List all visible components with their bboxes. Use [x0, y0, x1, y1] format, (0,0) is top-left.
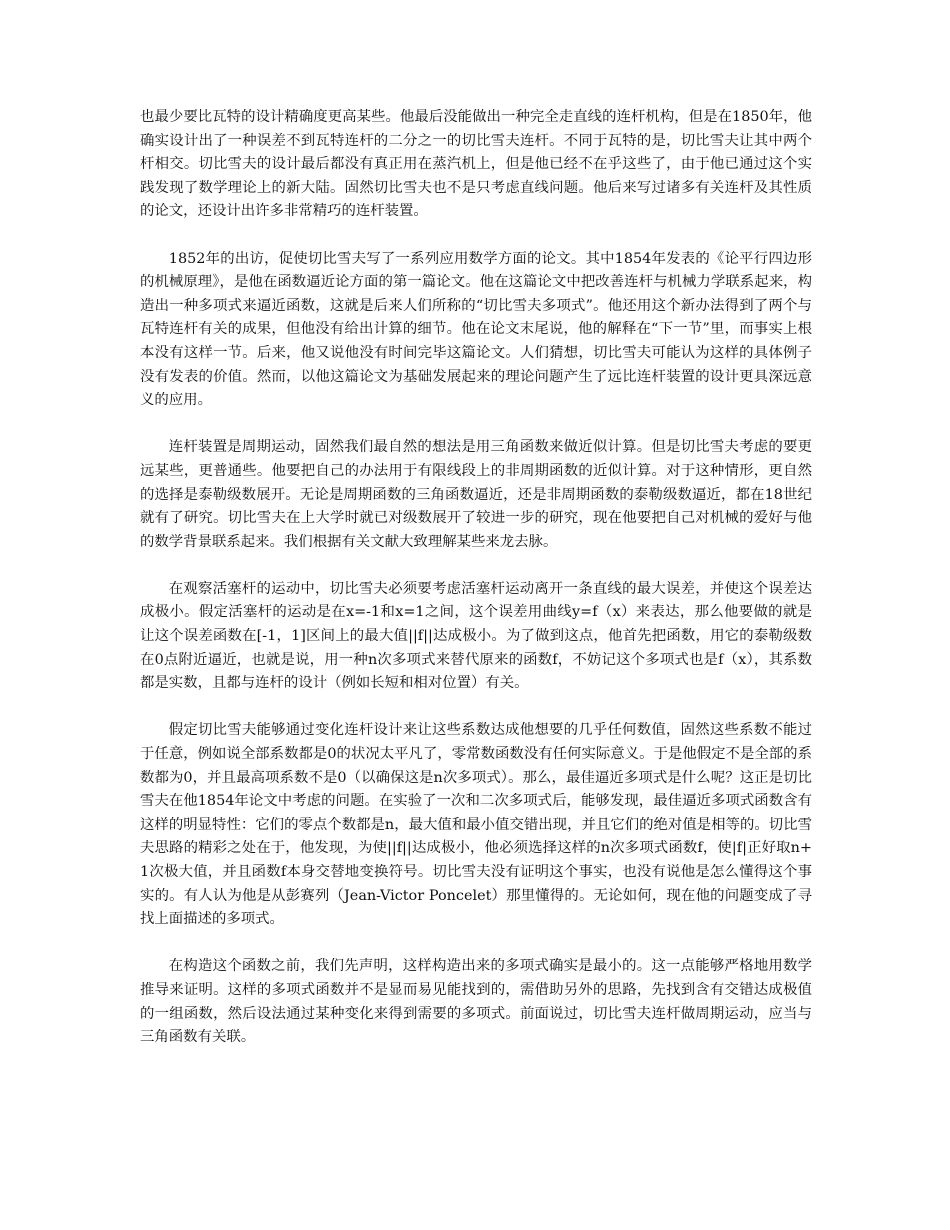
document-page — [140, 106, 812, 1073]
paragraph-2: 1852年的出访，促使切比雪夫写了一系列应用数学方面的论文。其中1854年发表的《论平行四边形的机械原理》，是他在函数逼近论方面的第一篇论文。他在这篇论文中把改善连杆与机械力学联系起来，构造出一种多项式来逼近函数，这就是后来人们所称的“切比雪夫多项式”。他还用这个新办法得到了两个与瓦特连杆有关的成果，但他没有给出计算的细节。他在论文末尾说，他的解释在“下一节”里，而事实上根本没有这样一节。后来，他又说他没有时间完毕这篇论文。人们猜想，切比雪夫可能认为这样的具体例子没有发表的价值。然而，以他这篇论文为基础发展起来的理论问题产生了远比连杆装置的设计更具深远意义的应用。 — [140, 250, 812, 409]
paragraph-1: 也最少要比瓦特的设计精确度更高某些。他最后没能做出一种完全走直线的连杆机构，但是在1850年，他确实设计出了一种误差不到瓦特连杆的二分之一的切比雪夫连杆。不同于瓦特的是，切比雪夫让其中两个杆相交。切比雪夫的设计最后都没有真正用在蒸汽机上，但是他已经不在乎这些了，由于他已通过这个实践发现了数学理论上的新大陆。固然切比雪夫也不是只考虑直线问题。他后来写过诸多有关连杆及其性质的论文，还设计出许多非常精巧的连杆装置。 — [140, 109, 812, 220]
paragraph-6: 在构造这个函数之前，我们先声明，这样构造出来的多项式确实是最小的。这一点能够严格地用数学推导来证明。这样的多项式函数并不是显而易见能找到的，需借助另外的思路，先找到含有交错达成极值的一组函数，然后设法通过某种变化来得到需要的多项式。前面说过，切比雪夫连杆做周期运动，应当与三角函数有关联。 — [140, 958, 812, 1046]
paragraph-4: 在观察活塞杆的运动中，切比雪夫必须要考虑活塞杆运动离开一条直线的最大误差，并使这个误差达成极小。假定活塞杆的运动是在x=-1和x=1之间，这个误差用曲线y=f（x）来表达，那么他要做的就是让这个误差函数在[-1，1]区间上的最大值||f||达成极小。为了做到这点，他首先把函数，用它的泰勒级数在0点附近逼近，也就是说，用一种n次多项式来替代原来的函数f，不妨记这个多项式也是f（x），其系数都是实数，且都与连杆的设计（例如长短和相对位置）有关。 — [140, 580, 812, 692]
paragraph-5: 假定切比雪夫能够通过变化连杆设计来让这些系数达成他想要的几乎任何数值，固然这些系数不能过于任意，例如说全部系数都是0的状况太平凡了，零常数函数没有任何实际意义。于是他假定不是全部的系数都为0，并且最高项系数不是0（以确保这是n次多项式）。那么，最佳逼近多项式是什么呢？这正是切比雪夫在他1854年论文中考虑的问题。在实验了一次和二次多项式后，能够发现，最佳逼近多项式函数含有这样的明显特性：它们的零点个数都是n，最大值和最小值交错出现，并且它们的绝对值是相等的。切比雪夫思路的精彩之处在于，他发现，为使||f||达成极小，他必须选择这样的n次多项式函数f，使|f|正好取n+1次极大值，并且函数f本身交替地变换符号。切比雪夫没有证明这个事实，也没有说他是怎么懂得这个事实的。有人认为他是从彭赛列（Jean-Victor Poncelet）那里懂得的。无论如何，现在他的问题变成了寻找上面描述的多项式。 — [140, 722, 812, 928]
paragraph-3: 连杆装置是周期运动，固然我们最自然的想法是用三角函数来做近似计算。但是切比雪夫考虑的要更远某些，更普通些。他要把自己的办法用于有限线段上的非周期函数的近似计算。对于这种情形，更自然的选择是泰勒级数展开。无论是周期函数的三角函数逼近，还是非周期函数的泰勒级数逼近，都在18世纪就有了研究。切比雪夫在上大学时就已对级数展开了较进一步的研究，现在他要把自己对机械的爱好与他的数学背景联系起来。我们根据有关文献大致理解某些来龙去脉。 — [140, 439, 812, 550]
